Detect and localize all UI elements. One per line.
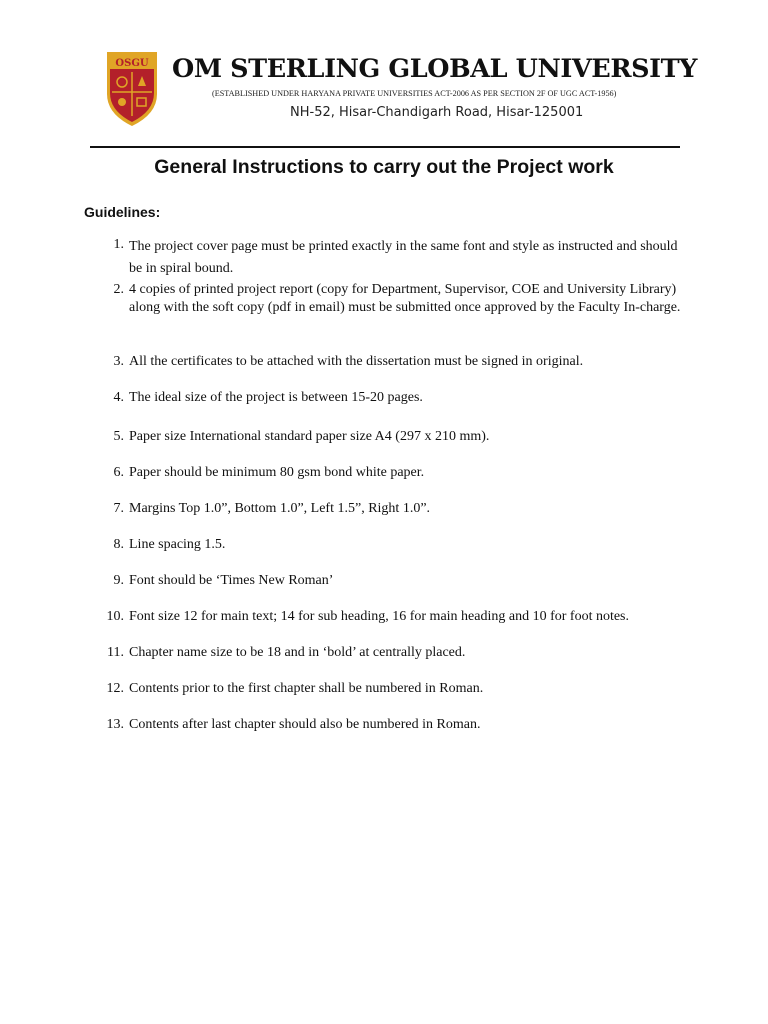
item-text: Paper should be minimum 80 gsm bond white paper. [129,465,425,480]
item-number: 11. [107,645,124,660]
item-text: Paper size International standard paper size A4 (297 x 210 mm). [129,429,490,444]
item-number: 7. [113,501,124,516]
item-text: The project cover page must be printed exactly in the same font and style as instructed and should be in spiral bound. [129,239,678,276]
item-number: 12. [106,681,124,696]
document-title: General Instructions to carry out the Project work [154,156,614,178]
item-number: 10. [106,609,124,624]
item-number: 1. [113,237,124,252]
item-number: 4. [113,390,124,405]
item-text: Contents prior to the first chapter shall be numbered in Roman. [129,681,484,696]
item-text: Chapter name size to be 18 and in ‘bold’ at centrally placed. [129,645,466,660]
letterhead [92,34,698,142]
item-text: Line spacing 1.5. [129,537,226,552]
item-text: All the certificates to be attached with the dissertation must be signed in original. [129,354,584,369]
item-number: 2. [113,282,124,297]
item-number: 3. [113,354,124,369]
university-name: OM STERLING GLOBAL UNIVERSITY [172,54,698,84]
header-divider [90,146,680,148]
university-address: NH-52, Hisar-Chandigarh Road, Hisar-125001 [290,105,584,120]
item-text: Contents after last chapter should also be numbered in Roman. [129,717,481,732]
establishment-note: (ESTABLISHED UNDER HARYANA PRIVATE UNIVERSITIES ACT-2006 AS PER SECTION 2F OF UGC ACT-1956) [212,89,617,98]
svg-text:OSGU: OSGU [115,58,149,69]
guidelines-heading: Guidelines: [84,204,161,220]
item-number: 9. [113,573,124,588]
item-number: 13. [106,717,124,732]
item-number: 8. [113,537,124,552]
item-number: 6. [113,465,124,480]
item-text: Font should be ‘Times New Roman’ [129,573,334,588]
item-number: 5. [113,429,124,444]
item-text: Font size 12 for main text; 14 for sub heading, 16 for main heading and 10 for foot notes. [129,609,630,624]
item-text: Margins Top 1.0”, Bottom 1.0”, Left 1.5”, Right 1.0”. [129,501,431,516]
university-crest-logo [104,48,160,128]
item-text: The ideal size of the project is between 15-20 pages. [129,390,423,405]
item-text: 4 copies of printed project report (copy for Department, Supervisor, COE and University Library) along with the soft copy (pdf in email) must be submitted once approved by the Faculty In-charge. [129,282,681,315]
